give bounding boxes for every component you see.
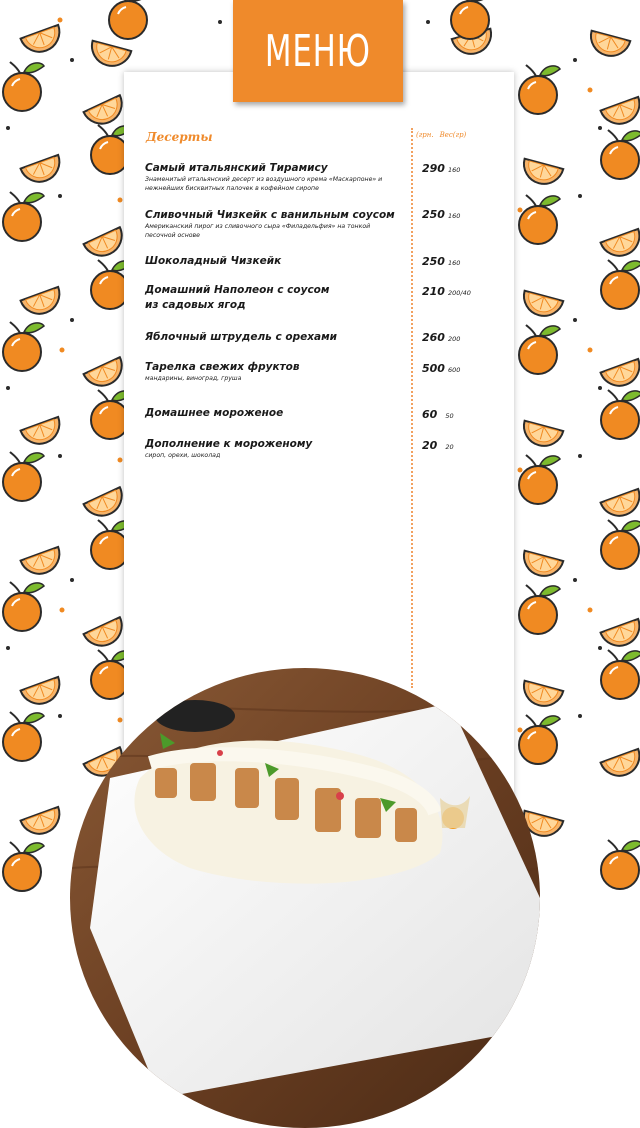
- item-description: мандарины, виноград, груша: [145, 375, 242, 382]
- section-title: Десерты: [146, 130, 213, 144]
- price-value: 250: [422, 255, 445, 268]
- weight-value: 200: [447, 335, 461, 343]
- item-name: Яблочный штрудель с орехами: [145, 331, 338, 343]
- menu-item: [145, 254, 445, 269]
- price-column-header: (грн.: [416, 131, 434, 139]
- item-price: [422, 255, 460, 268]
- item-price: [422, 208, 460, 221]
- weight-column-header: Вес(гр): [439, 131, 467, 139]
- menu-item: [145, 406, 445, 421]
- menu-item: [145, 437, 445, 461]
- item-name: Самый итальянский Тирамису: [145, 162, 328, 174]
- item-price: [422, 331, 460, 344]
- price-value: 20: [422, 439, 438, 452]
- menu-title: МЕНЮ: [265, 25, 371, 77]
- price-value: 260: [422, 331, 445, 344]
- weight-value: 160: [447, 212, 461, 220]
- price-value: 500: [422, 362, 445, 375]
- menu-item: [145, 208, 445, 240]
- item-description: Американский пирог из сливочного сыра «Филадельфия» на тонкой песочной основе: [145, 223, 371, 239]
- weight-value: 160: [447, 166, 461, 174]
- item-name: Дополнение к мороженому: [145, 438, 313, 450]
- weight-value: 50: [445, 412, 454, 420]
- weight-value: 200/40: [447, 289, 471, 297]
- column-headers: [416, 131, 472, 139]
- item-name: Домашний Наполеон с соусом из садовых ягод: [145, 284, 330, 311]
- menu-title-tab: [233, 0, 403, 102]
- item-price: [422, 285, 471, 298]
- item-price: [422, 162, 460, 175]
- item-price: [422, 408, 454, 421]
- menu-item: [145, 360, 445, 384]
- menu-item: [145, 161, 445, 193]
- price-value: 250: [422, 208, 445, 221]
- strudel-photo-illustration: [70, 668, 540, 1128]
- price-value: 290: [422, 162, 445, 175]
- item-description: сироп, орехи, шоколад: [145, 452, 221, 459]
- item-name: Шоколадный Чизкейк: [145, 255, 282, 267]
- menu-item: [145, 330, 445, 345]
- weight-value: 600: [447, 366, 461, 374]
- item-description: Знаменитый итальянский десерт из воздушного крема «Маскарпоне» и нежнейших бисквитных палочек в кофейном сиропе: [145, 176, 383, 192]
- weight-value: 20: [445, 443, 454, 451]
- item-name: Домашнее мороженое: [145, 407, 284, 419]
- price-value: 60: [422, 408, 438, 421]
- item-name: Тарелка свежих фруктов: [145, 361, 300, 373]
- menu-item: [145, 283, 445, 313]
- item-price: [422, 362, 460, 375]
- weight-value: 160: [447, 259, 461, 267]
- item-name: Сливочный Чизкейк с ванильным соусом: [145, 209, 395, 221]
- item-price: [422, 439, 454, 452]
- price-value: 210: [422, 285, 445, 298]
- dessert-photo: [70, 668, 540, 1128]
